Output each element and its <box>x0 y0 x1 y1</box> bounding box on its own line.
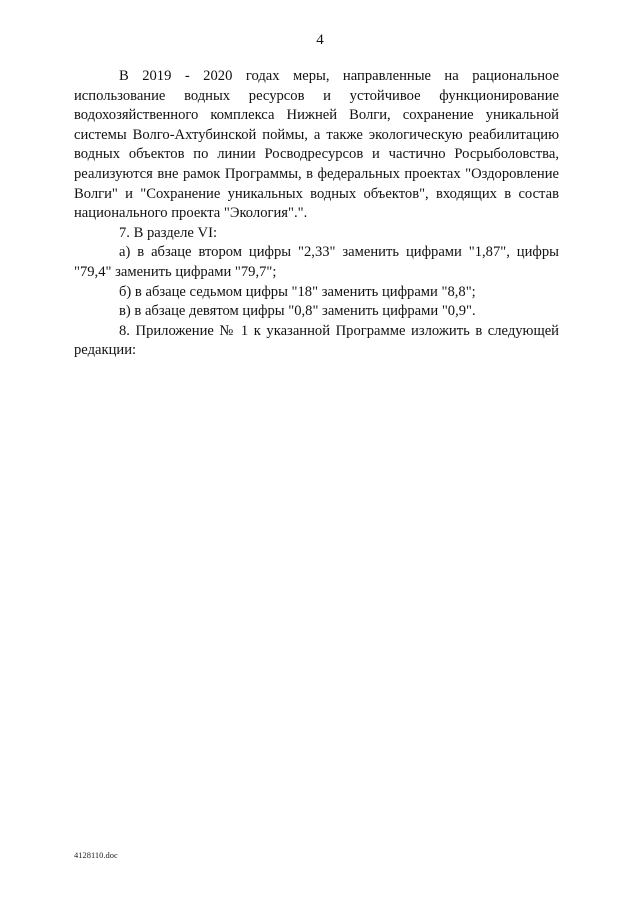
footer-doc-id: 4128110.doc <box>74 850 118 860</box>
paragraph-measures-2019-2020: В 2019 - 2020 годах меры, направленные на рациональное использование водных ресурсов и устойчивое функционирование водохозяйственного комплекса Нижней Волги, сохранение уникальной системы Волго-Ахтубинской поймы, а также экологическую реабилитацию водных объектов по линии Росводресурсов и частично Росрыболовства, реализуются вне рамок Программы, в федеральных проектах "Оздоровление Волги" и "Сохранение уникальных водных объектов", входящих в состав национального проекта "Экология".". <box>74 68 559 222</box>
paragraph-item-a: а) в абзаце втором цифры "2,33" заменить цифрами "1,87", цифры "79,4" заменить цифрами "79,7"; <box>74 244 559 280</box>
paragraph-item-b: б) в абзаце седьмом цифры "18" заменить цифрами "8,8"; <box>119 283 476 300</box>
document-body <box>74 67 559 361</box>
paragraph-section-vi: 7. В разделе VI: <box>119 224 218 241</box>
paragraph-appendix-1: 8. Приложение № 1 к указанной Программе изложить в следующей редакции: <box>74 322 559 359</box>
page-number: 4 <box>316 32 324 48</box>
paragraph-item-v: в) в абзаце девятом цифры "0,8" заменить цифрами "0,9". <box>119 303 476 320</box>
